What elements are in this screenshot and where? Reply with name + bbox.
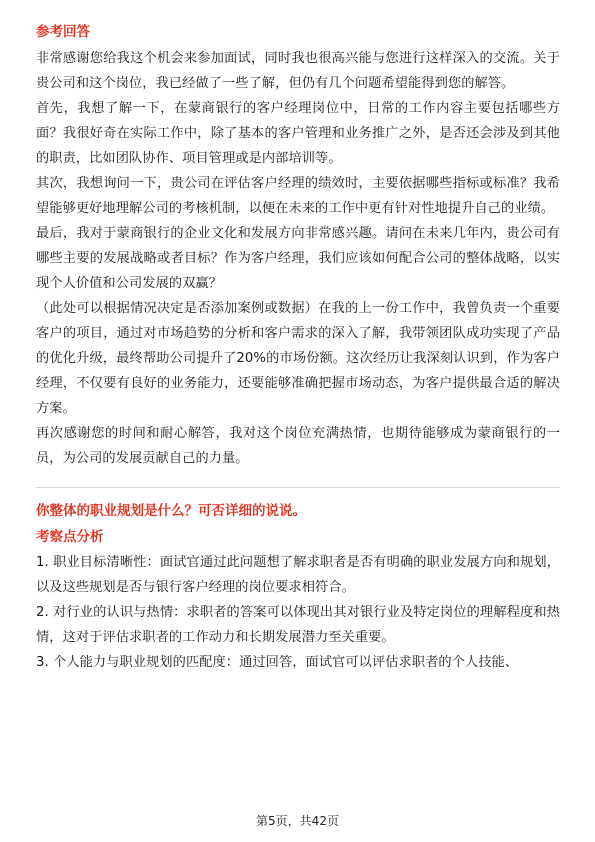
analysis-point-2: 2. 对行业的认识与热情：求职者的答案可以体现出其对银行业及特定岗位的理解程度和热情，这对于评估求职者的工作动力和长期发展潜力至关重要。 — [36, 605, 560, 645]
answer-paragraph-4: 最后，我对于蒙商银行的企业文化和发展方向非常感兴趣。请问在未来几年内，贵公司有哪些主要的发展战略或者目标？作为客户经理，我们应该如何配合公司的整体战略，以实现个人价值和公司发展的双赢？ — [36, 226, 560, 291]
analysis-point-1: 1. 职业目标清晰性：面试官通过此问题想了解求职者是否有明确的职业发展方向和规划，以及这些规划是否与银行客户经理的岗位要求相符合。 — [36, 555, 560, 595]
page-content — [36, 22, 560, 675]
question-title: 你整体的职业规划是什么？可否详细的说说。 — [36, 503, 306, 519]
answer-paragraph-5: （此处可以根据情况决定是否添加案例或数据）在我的上一份工作中，我曾负责一个重要客户的项目，通过对市场趋势的分析和客户需求的深入了解，我带领团队成功实现了产品的优化升级，最终帮助公司提升了20%的市场份额。这次经历让我深刻认识到，作为客户经理，不仅要有良好的业务能力，还要能够准确把握市场动态，为客户提供最合适的解决方案。 — [36, 301, 560, 416]
answer-paragraph-2: 首先，我想了解一下，在蒙商银行的客户经理岗位中，日常的工作内容主要包括哪些方面？我很好奇在实际工作中，除了基本的客户管理和业务推广之外，是否还会涉及到其他的职责，比如团队协作、项目管理或是内部培训等。 — [36, 101, 560, 166]
page-number: 第5页，共42页 — [256, 814, 339, 828]
answer-heading: 参考回答 — [36, 24, 90, 40]
analysis-heading: 考察点分析 — [36, 529, 104, 545]
section-divider — [36, 487, 560, 488]
answer-paragraph-1: 非常感谢您给我这个机会来参加面试，同时我也很高兴能与您进行这样深入的交流。关于贵公司和这个岗位，我已经做了一些了解，但仍有几个问题希望能得到您的解答。 — [36, 51, 560, 91]
answer-paragraph-3: 其次，我想询问一下，贵公司在评估客户经理的绩效时，主要依据哪些指标或标准？我希望能够更好地理解公司的考核机制，以便在未来的工作中更有针对性地提升自己的业绩。 — [36, 176, 560, 216]
answer-paragraph-6: 再次感谢您的时间和耐心解答，我对这个岗位充满热情，也期待能够成为蒙商银行的一员，为公司的发展贡献自己的力量。 — [36, 426, 560, 466]
analysis-point-3: 3. 个人能力与职业规划的匹配度：通过回答，面试官可以评估求职者的个人技能、 — [36, 655, 519, 670]
